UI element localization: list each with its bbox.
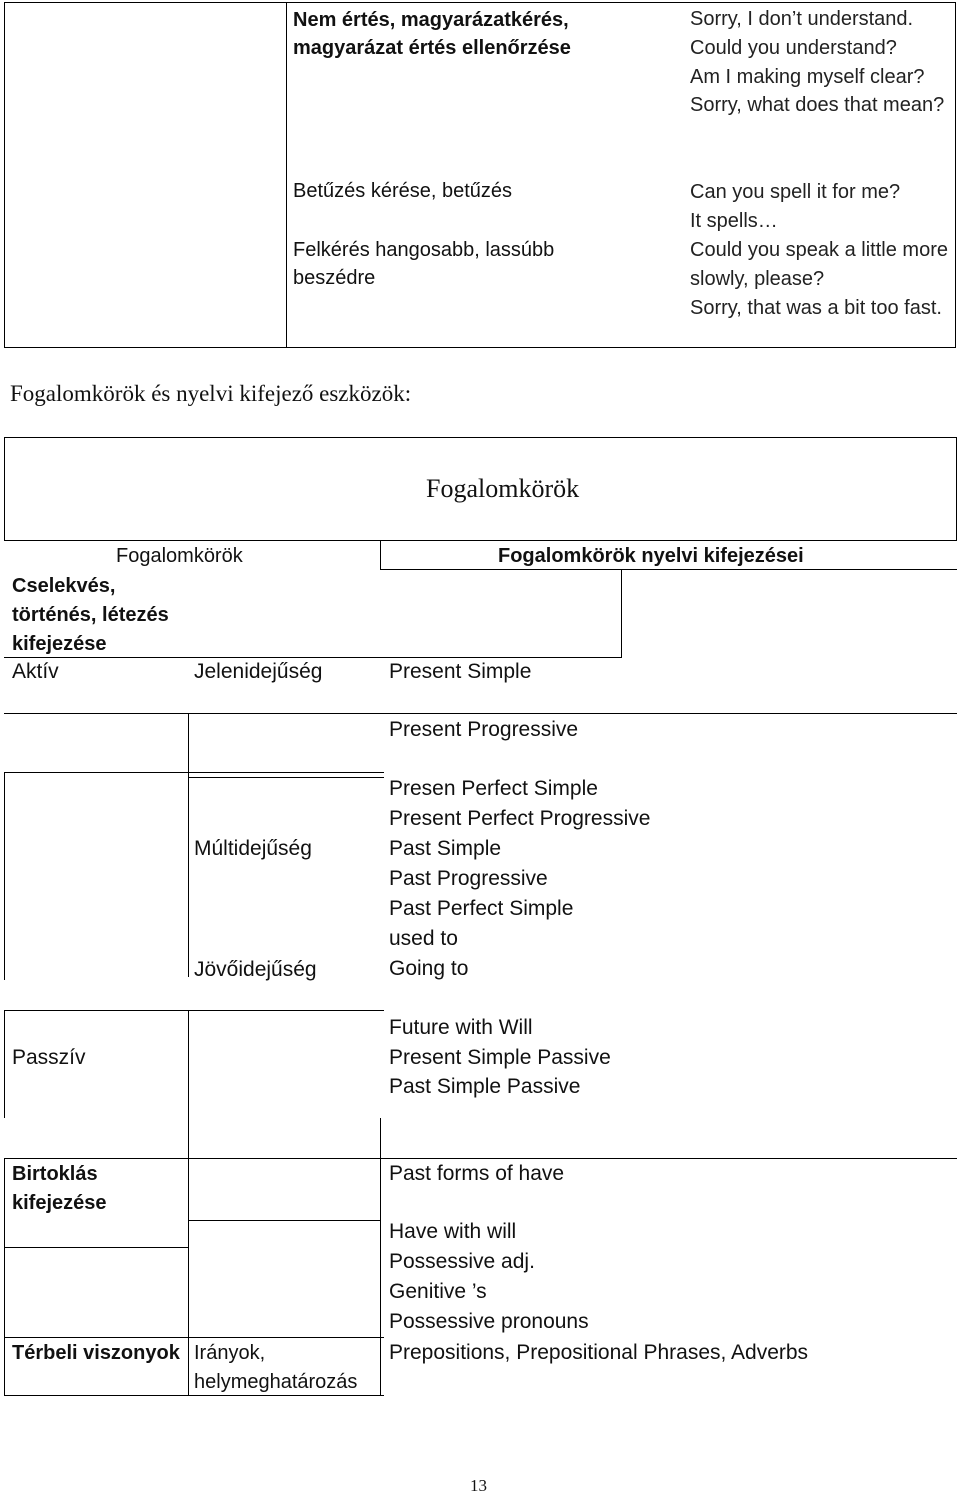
expression-item: Possessive adj. [389,1250,535,1273]
section-heading: Fogalomkörök és nyelvi kifejező eszközök: [10,381,412,406]
tense-present: Jelenidejűség [194,660,323,683]
column-header-concepts: Fogalomkörök [116,545,243,567]
expression-item: Past Simple [389,837,502,860]
row-label-active: Aktív [12,660,59,683]
column-header-expressions: Fogalomkörök nyelvi kifejezései [498,545,804,567]
phrase-example: Could you understand? [690,36,897,59]
phrase-example: Can you spell it for me? [690,181,901,203]
row-label-possession: Birtoklás kifejezése [12,1163,107,1214]
phrase-topic-speak-slower: Felkérés hangosabb, lassúbb beszédre [293,239,555,289]
expression-item: Past Progressive [389,867,548,890]
expression-item: Past forms of have [389,1162,565,1185]
expression-item: Past Simple Passive [389,1075,581,1098]
row-label-spatial: Térbeli viszonyok [12,1342,180,1364]
phrase-examples-clarification [690,5,948,120]
expression-item: Have with will [389,1220,517,1243]
expression-item: Present Simple Passive [389,1046,611,1069]
phrase-topic-spelling: Betűzés kérése, betűzés [293,180,513,202]
expression-item: Past Perfect Simple [389,897,574,920]
phrase-example: Could you speak a little more slowly, please? [690,239,948,290]
phrases-table-divider [286,2,287,348]
tense-future: Jövőidejűség [194,958,317,981]
phrase-examples-spelling [690,178,948,236]
page-number: 13 [470,1476,487,1495]
phrase-example: Sorry, what does that mean? [690,94,945,117]
expression-item: Prepositions, Prepositional Phrases, Adverbs [389,1341,809,1364]
phrase-example: Am I making myself clear? [690,65,925,88]
expression-item: Possessive pronouns [389,1310,589,1333]
row-label-action: Cselekvés, történés, létezés kifejezése [12,575,169,655]
expression-item: Present Perfect Progressive [389,807,651,830]
phrase-example: Sorry, I don’t understand. [690,8,914,30]
expression-item: Present Simple [389,660,532,683]
row-label-passive: Passzív [12,1046,86,1069]
tense-past: Múltidejűség [194,837,312,860]
expression-item: used to [389,927,458,950]
expression-item: Present Progressive [389,718,579,741]
expression-item: Future with Will [389,1016,533,1039]
phrase-example: It spells… [690,209,778,232]
expression-item: Going to [389,957,469,980]
expression-item: Presen Perfect Simple [389,777,598,800]
phrase-topic-clarification: Nem értés, magyarázatkérés, magyarázat értés ellenőrzése [293,9,571,59]
table-title: Fogalomkörök [426,474,580,503]
phrase-example: Sorry, that was a bit too fast. [690,296,942,319]
label-directions: Irányok, helymeghatározás [194,1342,358,1393]
phrase-examples-speak-slower [690,236,948,322]
expression-item: Genitive ’s [389,1280,487,1303]
